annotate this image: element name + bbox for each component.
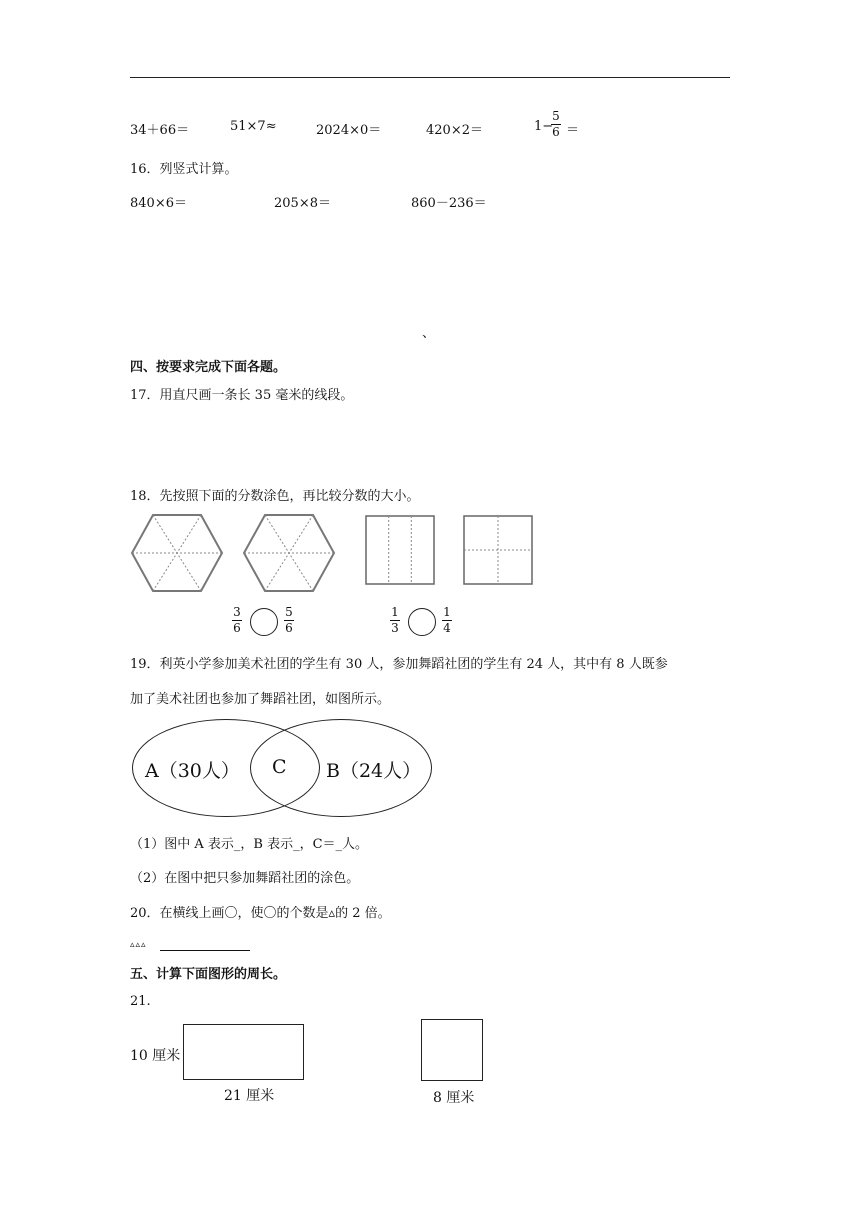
compare2-left-fraction (390, 606, 400, 635)
fraction-denominator: 6 (285, 621, 293, 635)
fraction-denominator: 6 (233, 621, 241, 635)
fraction-denominator: 6 (552, 125, 560, 139)
section4-heading: 四、按要求完成下面各题。 (130, 360, 287, 375)
q16-title: 16．列竖式计算。 (130, 162, 238, 177)
fraction-numerator: 5 (285, 605, 293, 619)
q16-item-1: 840×6＝ (130, 196, 187, 211)
fraction-numerator: 3 (233, 605, 241, 619)
compare2-answer-circle[interactable] (408, 608, 436, 636)
q20-text: 20．在横线上画〇，使〇的个数是▵的 2 倍。 (130, 906, 391, 921)
q19-line1: 19．利英小学参加美术社团的学生有 30 人，参加舞蹈社团的学生有 24 人，其中有 8 人既参 (130, 657, 668, 672)
q19-line2: 加了美术社团也参加了舞蹈社团，如图所示。 (130, 692, 391, 707)
oral-item-2: 51×7≈ (230, 119, 277, 134)
fraction-numerator: 5 (552, 109, 560, 123)
compare1-answer-circle[interactable] (250, 608, 278, 636)
compare2-right-fraction (442, 606, 452, 635)
oral-item-5-prefix: 1− (534, 119, 554, 134)
venn-label-a: A（30人） (145, 760, 240, 782)
hexagon-figure-2 (242, 512, 336, 594)
venn-label-b: B（24人） (326, 760, 422, 782)
square-side-label: 8 厘米 (433, 1090, 475, 1106)
q19-sub1: （1）图中 A 表示_，B 表示_，C＝_人。 (130, 837, 369, 852)
q17-text: 17．用直尺画一条长 35 毫米的线段。 (130, 388, 354, 403)
q19-sub2: （2）在图中把只参加舞蹈社团的涂色。 (130, 871, 360, 886)
fraction-denominator: 3 (391, 621, 399, 635)
rectangle-figure (183, 1024, 304, 1080)
q20-answer-line[interactable] (160, 950, 250, 951)
hexagon-figure-1 (130, 512, 224, 594)
oral-item-5-suffix: ＝ (566, 123, 580, 138)
oral-item-3: 2024×0＝ (316, 123, 382, 138)
fraction-denominator: 4 (443, 621, 451, 635)
rect-width-label: 21 厘米 (224, 1088, 275, 1104)
header-rule (130, 77, 730, 78)
q21-label: 21. (130, 994, 151, 1009)
compare1-left-fraction (232, 606, 242, 635)
stray-mark: 、 (422, 326, 436, 341)
square-thirds-figure (364, 514, 438, 588)
triangle-icons: ▵▵▵ (130, 940, 147, 950)
rect-height-label: 10 厘米 (130, 1048, 181, 1064)
oral-item-4: 420×2＝ (426, 123, 483, 138)
q16-item-3: 860－236＝ (411, 196, 487, 211)
fraction-numerator: 1 (443, 605, 451, 619)
square-figure (421, 1019, 483, 1081)
q18-text: 18．先按照下面的分数涂色，再比较分数的大小。 (130, 489, 420, 504)
oral-item-5-fraction (551, 110, 561, 139)
oral-item-1: 34＋66＝ (130, 123, 190, 138)
venn-label-c: C (272, 756, 287, 778)
section5-heading: 五、计算下面图形的周长。 (130, 967, 287, 982)
q16-item-2: 205×8＝ (274, 196, 331, 211)
compare1-right-fraction (284, 606, 294, 635)
square-quarters-figure (462, 514, 536, 588)
fraction-numerator: 1 (391, 605, 399, 619)
